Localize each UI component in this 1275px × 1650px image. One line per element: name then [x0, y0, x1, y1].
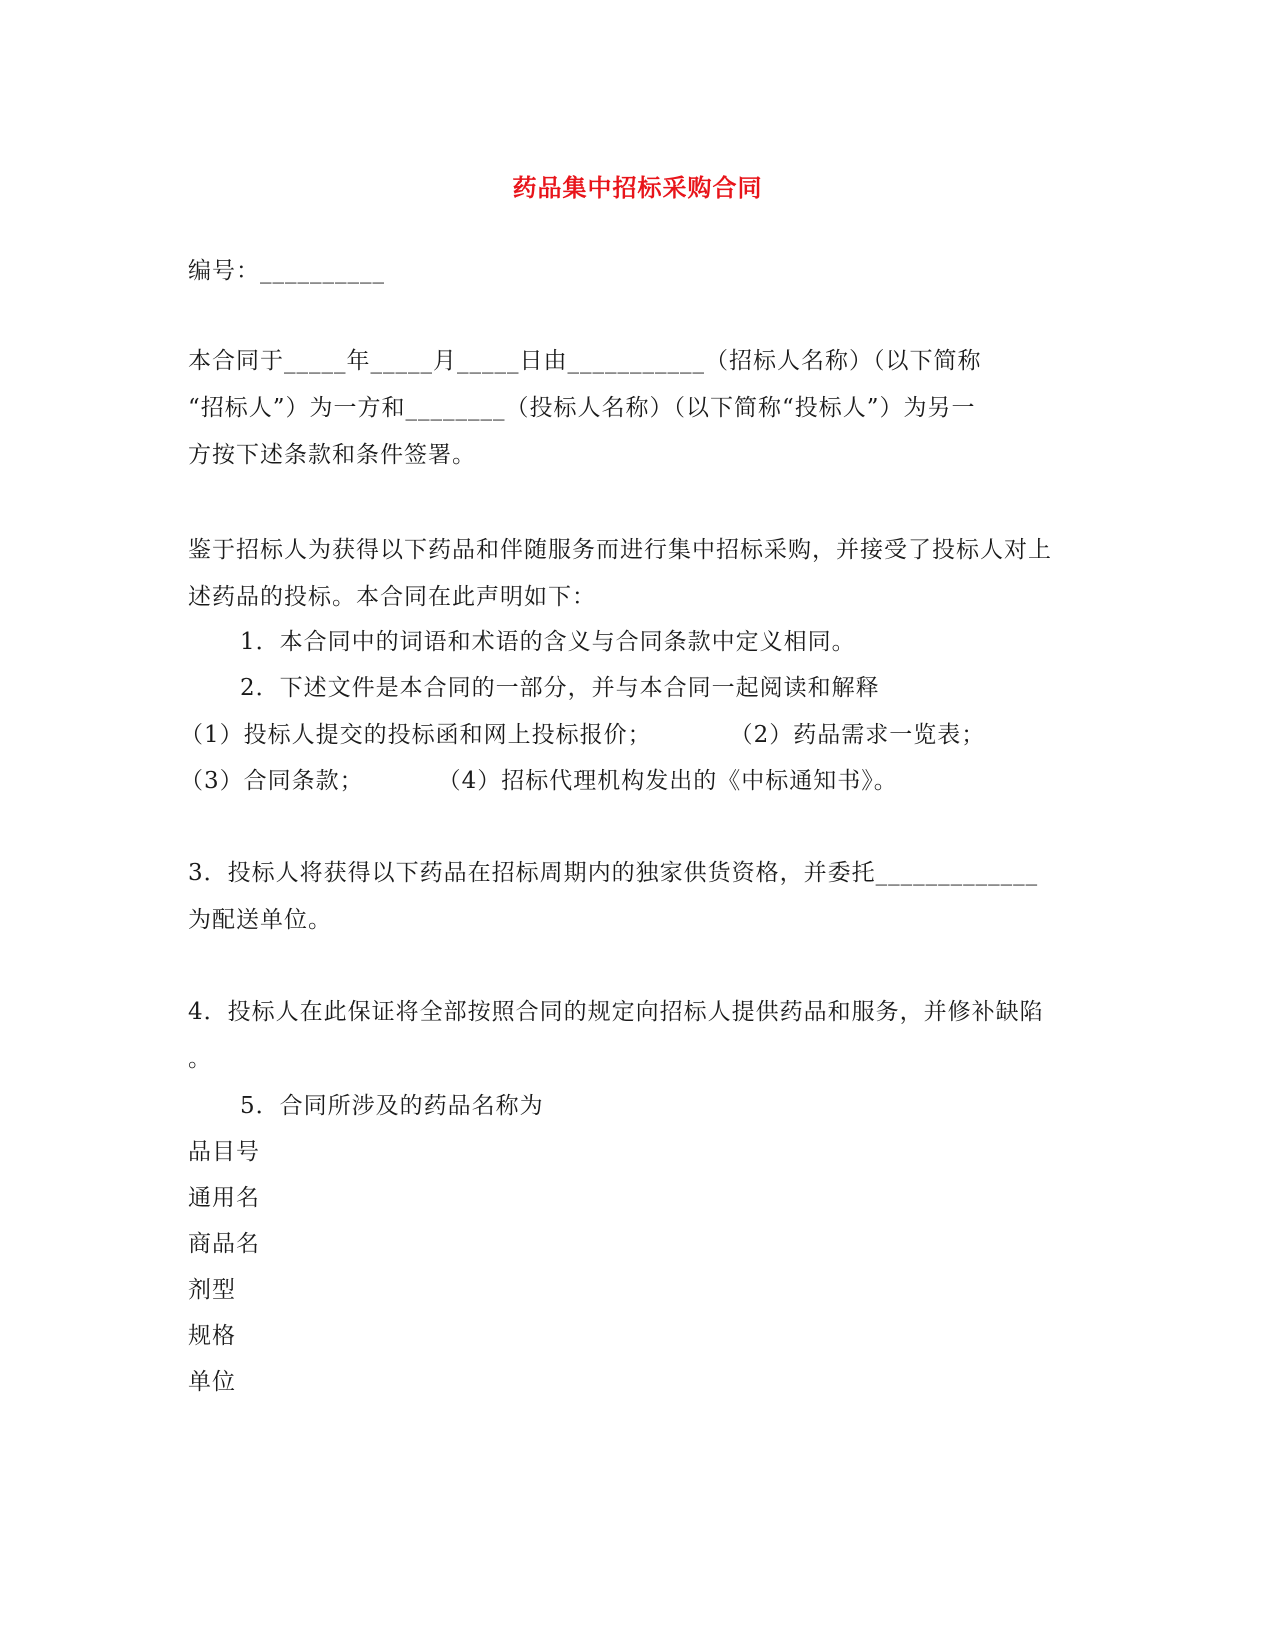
document-list-row-2 [180, 766, 898, 796]
clause-3-line-2: 为配送单位。 [188, 907, 332, 933]
clause-3-line-1: 3．投标人将获得以下药品在招标周期内的独家供货资格，并委托_____________ [188, 860, 1039, 886]
document-item-3: （3）合同条款； [180, 768, 364, 794]
field-label-generic-name: 通用名 [188, 1185, 260, 1211]
document-item-1: （1）投标人提交的投标函和网上投标报价； [180, 722, 652, 748]
clause-5: 5．合同所涉及的药品名称为 [240, 1093, 544, 1119]
field-label-unit: 单位 [188, 1369, 236, 1395]
field-label-trade-name: 商品名 [188, 1231, 260, 1257]
document-item-4: （4）招标代理机构发出的《中标通知书》。 [437, 768, 898, 794]
clause-1: 1．本合同中的词语和术语的含义与合同条款中定义相同。 [240, 629, 856, 655]
document-title: 药品集中招标采购合同 [512, 173, 763, 202]
intro-paragraph-line-3: 方按下述条款和条件签署。 [188, 442, 476, 468]
intro-paragraph-line-1: 本合同于_____年_____月_____日由___________（招标人名称）（以下简称 [188, 348, 982, 374]
recital-paragraph-line-1: 鉴于招标人为获得以下药品和伴随服务而进行集中招标采购，并接受了投标人对上 [188, 537, 1052, 563]
field-label-item-number: 品目号 [188, 1139, 260, 1165]
clause-4-line-1: 4．投标人在此保证将全部按照合同的规定向招标人提供药品和服务，并修补缺陷 [188, 999, 1044, 1025]
contract-number-line: 编号：__________ [188, 258, 385, 284]
recital-paragraph-line-2: 述药品的投标。本合同在此声明如下： [188, 584, 596, 610]
field-label-specification: 规格 [188, 1323, 236, 1349]
document-list-row-1 [180, 720, 985, 750]
clause-2: 2．下述文件是本合同的一部分，并与本合同一起阅读和解释 [240, 675, 880, 701]
field-label-dosage-form: 剂型 [188, 1277, 236, 1303]
intro-paragraph-line-2: “招标人”）为一方和________（投标人名称）（以下简称“投标人”）为另一 [188, 395, 976, 421]
clause-4-line-2: 。 [188, 1046, 212, 1072]
document-item-2: （2）药品需求一览表； [729, 722, 986, 748]
